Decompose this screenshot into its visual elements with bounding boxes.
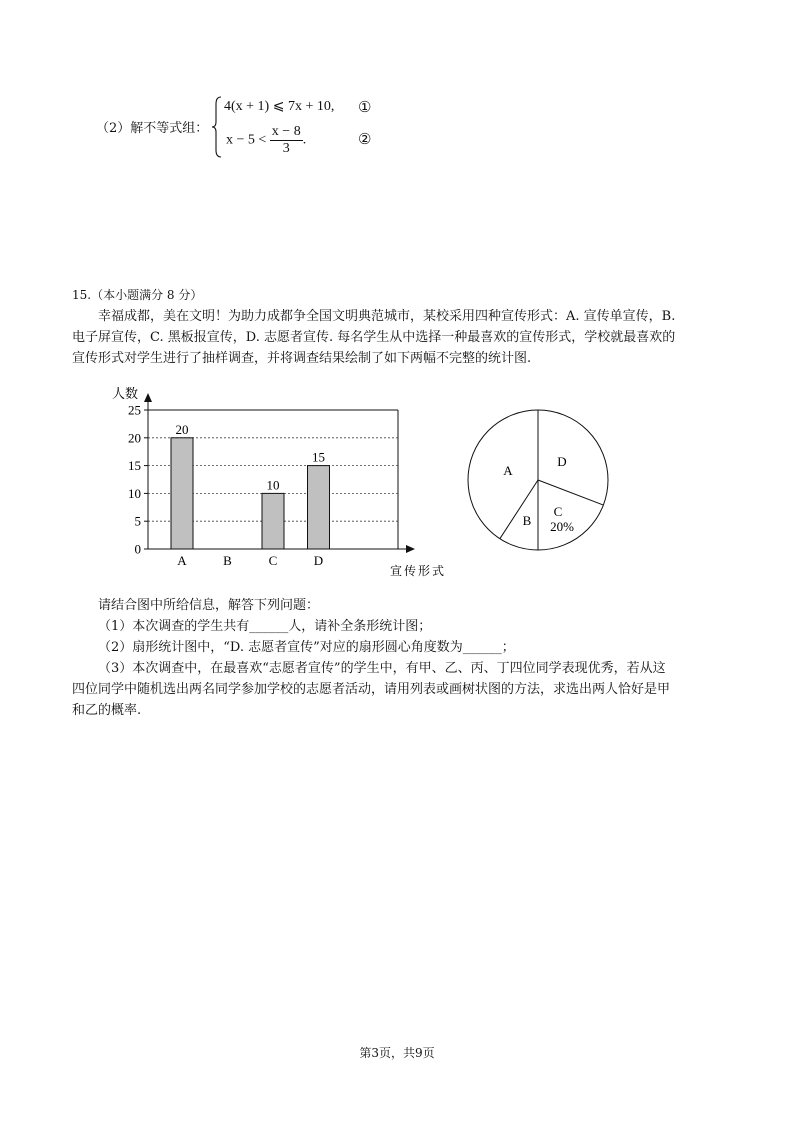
q15-intro-2: 电子屏宣传，C. 黑板报宣传，D. 志愿者宣传. 每名学生从中选择一种最喜欢的宣传形式，学校就最喜欢的 (72, 330, 676, 345)
pie-slice-label-A: A (503, 463, 513, 478)
pie-chart (460, 405, 620, 555)
q15-sub3-line2: 四位同学中随机选出两名同学参加学校的志愿者活动，请用列表或画树状图的方法，求选出两人恰好是甲 (72, 682, 671, 697)
pie-chart-layer (468, 410, 608, 550)
q15-sub3-line3: 和乙的概率. (72, 703, 142, 718)
bar-value-label: 15 (312, 449, 325, 465)
page-footer: 第3页，共9页 (359, 1046, 435, 1060)
q15-heading: 15.（本小题满分 8 分） (72, 288, 203, 302)
q15-intro-3: 宣传形式对学生进行了抽样调查，并将调查结果绘制了如下两幅不完整的统计图. (72, 351, 532, 366)
y-axis-arrow (144, 393, 152, 402)
q15-prompt: 请结合图中所给信息，解答下列问题： (98, 598, 320, 613)
inequality-1-mark: ① (358, 98, 372, 116)
x-category-label: A (177, 553, 187, 568)
pie-slice-percent-C: 20% (550, 519, 574, 534)
inequality-2 (226, 124, 306, 157)
inequality-2-mark: ② (358, 130, 372, 148)
bar-value-label: 20 (175, 421, 189, 437)
bar-D (308, 466, 330, 549)
bar-value-label: 10 (266, 477, 280, 493)
fraction-numerator: x − 8 (271, 124, 301, 139)
q15-intro-1: 幸福成都，美在文明！为助力成都争全国文明典范城市，某校采用四种宣传形式：A. 宣传单宣传，B. (98, 309, 676, 324)
q14-part2-label: （2）解不等式组： (96, 121, 209, 136)
inequality-2-fraction (270, 124, 303, 157)
y-tick-label: 25 (128, 402, 141, 418)
bar-A (171, 438, 193, 549)
y-tick-label: 15 (128, 458, 141, 474)
x-category-label: B (223, 553, 232, 568)
system-brace (212, 96, 222, 158)
x-axis-arrow (406, 545, 415, 553)
inequality-2-left: x − 5 < (226, 132, 267, 148)
inequality-2-end: . (302, 132, 307, 148)
bar-chart (100, 380, 460, 580)
pie-slice-label-B: B (522, 513, 532, 528)
y-tick-label: 10 (128, 485, 141, 501)
bar-chart-layer (112, 386, 446, 578)
fraction-denominator: 3 (282, 141, 290, 156)
q15-sub3-line1: （3）本次调查中，在最喜欢“志愿者宣传”的学生中，有甲、乙、丙、丁四位同学表现优秀，若从这 (98, 661, 666, 676)
x-axis-title: 宣传形式 (390, 564, 447, 578)
pie-slice-label-D: D (557, 454, 567, 469)
q15-sub2: （2）扇形统计图中，“D. 志愿者宣传”对应的扇形圆心角度数为______； (98, 640, 515, 655)
y-tick-label: 20 (128, 430, 141, 446)
y-tick-label: 0 (134, 541, 141, 557)
inequality-1: 4(x + 1) ⩽ 7x + 10, (224, 99, 335, 114)
y-axis-title: 人数 (112, 387, 139, 402)
pie-slice-label-C: C (553, 504, 563, 519)
q15-sub1: （1）本次调查的学生共有______人，请补全条形统计图； (98, 619, 432, 634)
x-category-label: D (313, 553, 324, 568)
x-category-label: C (268, 553, 278, 568)
bar-C (262, 493, 284, 549)
y-tick-label: 5 (134, 513, 141, 529)
